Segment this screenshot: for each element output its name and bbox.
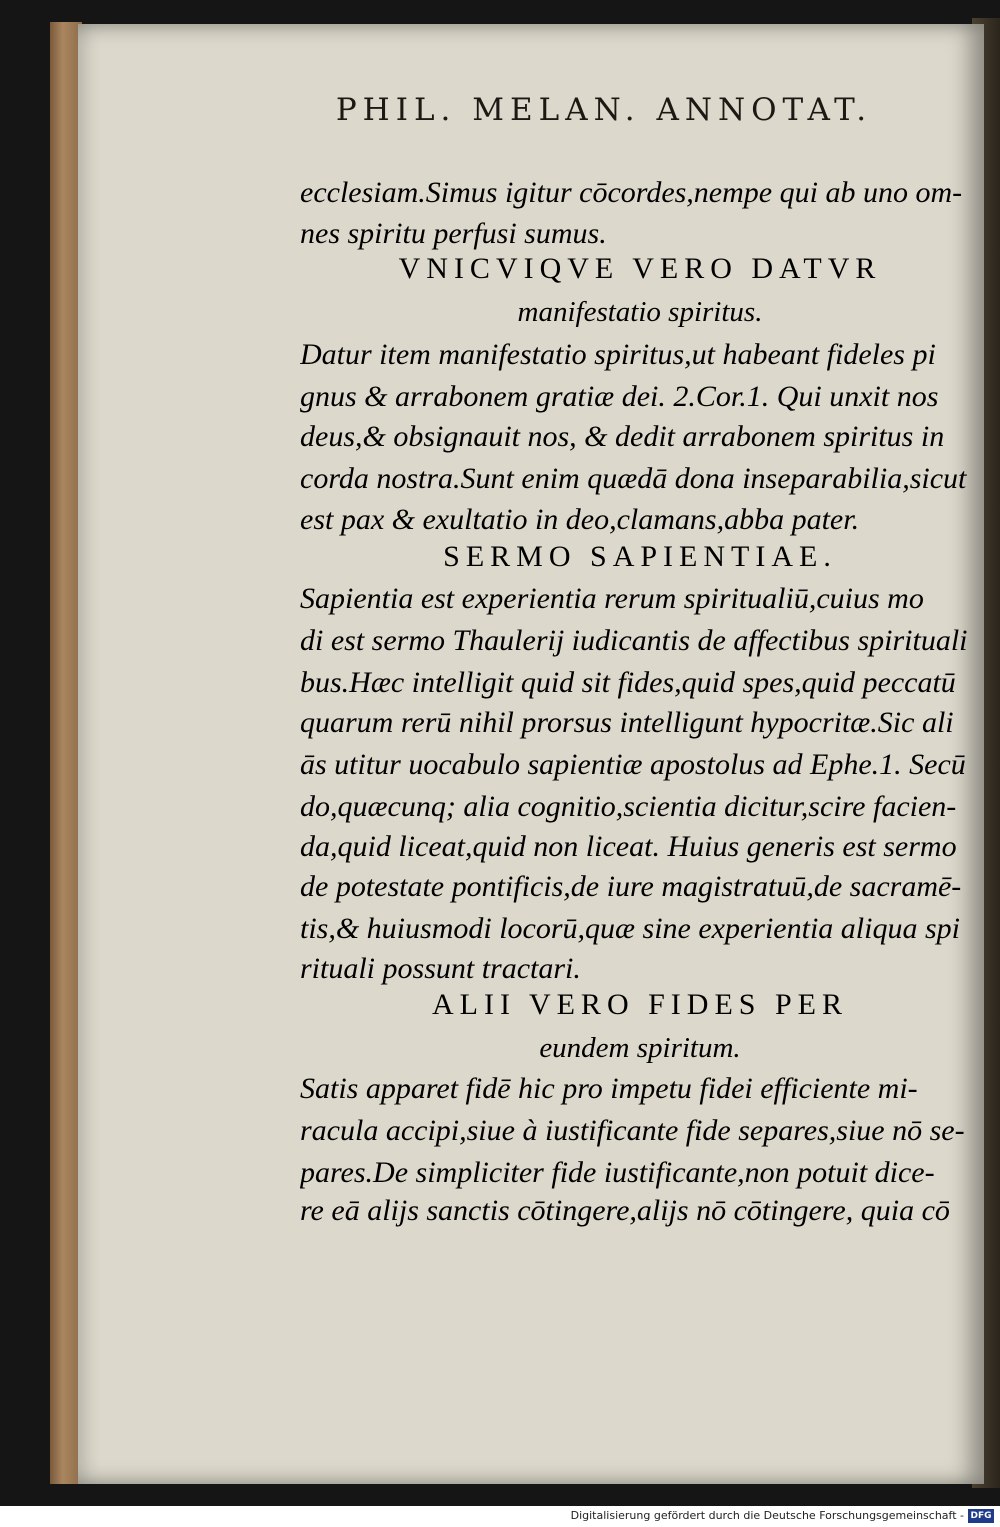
text-line: ecclesiam.Simus igitur cōcordes,nempe qui ab uno om- — [300, 176, 963, 209]
text-line: re eā alijs sanctis cōtingere,alijs nō cōtingere, quia cō — [300, 1194, 950, 1227]
text-line: Sapientia est experientia rerum spiritualiū,cuius mo — [300, 582, 924, 615]
text-line: est pax & exultatio in deo,clamans,abba pater. — [300, 503, 860, 536]
text-line: rituali possunt tractari. — [300, 952, 581, 985]
text-line: deus,& obsignauit nos, & dedit arrabonem spiritus in — [300, 420, 945, 453]
text-line: quarum rerū nihil prorsus intelligunt hypocritæ.Sic ali — [300, 706, 954, 739]
section-heading: VNICVIQVE VERO DATVR — [398, 252, 882, 285]
text-line: corda nostra.Sunt enim quædā dona inseparabilia,sicut — [300, 462, 967, 495]
section-heading: ALII VERO FIDES PER — [432, 988, 848, 1021]
running-head: PHIL. MELAN. ANNOTAT. — [335, 92, 873, 128]
text-line: Datur item manifestatio spiritus,ut habeant fideles pi — [300, 338, 936, 371]
text-line: tis,& huiusmodi locorū,quæ sine experientia aliqua spi — [300, 912, 960, 945]
footer-bar — [0, 1506, 1000, 1527]
section-heading: SERMO SAPIENTIAE. — [443, 540, 837, 573]
dfg-logo: DFG — [968, 1509, 994, 1523]
text-line: nes spiritu perfusi sumus. — [300, 217, 607, 250]
text-line: bus.Hæc intelligit quid sit fides,quid spes,quid peccatū — [300, 666, 956, 699]
text-line: Satis apparet fidē hic pro impetu fidei efficiente mi- — [300, 1072, 918, 1105]
footer-credit: Digitalisierung gefördert durch die Deutsche Forschungsgemeinschaft - — [570, 1509, 964, 1522]
text-line: racula accipi,siue à iustificante fide separes,siue nō se- — [300, 1114, 965, 1147]
text-line: di est sermo Thaulerij iudicantis de affectibus spirituali — [300, 624, 968, 657]
text-line: de potestate pontificis,de iure magistratuū,de sacramē- — [300, 870, 962, 903]
text-line: gnus & arrabonem gratiæ dei. 2.Cor.1. Qui unxit nos — [300, 380, 939, 413]
text-line: da,quid liceat,quid non liceat. Huius generis est sermo — [300, 830, 957, 863]
text-line: pares.De simpliciter fide iustificante,non potuit dice- — [300, 1156, 935, 1189]
text-line: ās utitur uocabulo sapientiæ apostolus ad Ephe.1. Secū — [300, 748, 966, 781]
section-subheading: manifestatio spiritus. — [517, 296, 763, 328]
text-line: do,quæcunq; alia cognitio,scientia dicitur,scire facien- — [300, 790, 957, 823]
section-subheading: eundem spiritum. — [539, 1032, 741, 1064]
